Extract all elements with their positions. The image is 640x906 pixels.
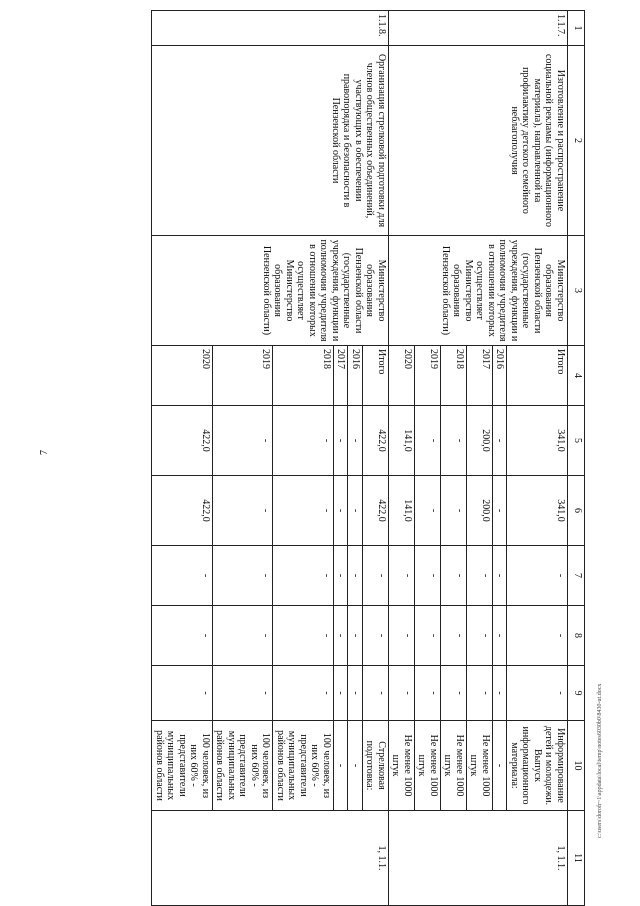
header-row (568, 11, 585, 906)
item-number: 1.1.8. (152, 11, 389, 46)
row-value-total: 200,0 (467, 406, 493, 476)
row-value-col8: - (334, 606, 349, 666)
column-header: 9 (568, 666, 585, 721)
row-value-regional: - (334, 476, 349, 546)
row-value-regional: - (213, 476, 274, 546)
row-value-regional: - (441, 476, 467, 546)
row-value-regional: 341,0 (507, 476, 568, 546)
row-value-col7: - (152, 546, 213, 606)
row-value-col8: - (493, 606, 508, 666)
row-value-col7: - (467, 546, 493, 606)
row-value-col7: - (363, 546, 389, 606)
row-result: Не менее 1000 штук (441, 721, 467, 811)
row-value-col8: - (507, 606, 568, 666)
item-name: Организация стрелковой подготовки для членов общественных объединений, участвующих в обеспечении правопорядка и безопасности в Пензенской области (152, 46, 389, 236)
column-header: 4 (568, 346, 585, 406)
row-value-col8: - (467, 606, 493, 666)
item-number: 1.1.7. (389, 11, 568, 46)
row-value-col7: - (507, 546, 568, 606)
row-result: - (348, 721, 363, 811)
row-value-total: 422,0 (152, 406, 213, 476)
row-value-col9: - (348, 666, 363, 721)
row-value-col9: - (467, 666, 493, 721)
row-result: Не менее 1000 штук (389, 721, 415, 811)
row-year: 2016 (493, 346, 508, 406)
row-value-col8: - (441, 606, 467, 666)
row-value-col9: - (213, 666, 274, 721)
row-value-total: - (213, 406, 274, 476)
column-header: 2 (568, 46, 585, 236)
table-row (507, 11, 568, 906)
row-value-col9: - (273, 666, 334, 721)
row-value-col8: - (363, 606, 389, 666)
row-result: 100 человек, из них 60% - представители муниципальных районов области (273, 721, 334, 811)
item-name: Изготовление и распространение социальной рекламы (информационного материала), направленной на профилактику детского семейного неблагополучия (389, 46, 568, 236)
program-table (152, 10, 586, 906)
row-value-col9: - (389, 666, 415, 721)
column-header: 6 (568, 476, 585, 546)
row-value-col9: - (441, 666, 467, 721)
item-executor: Министерство образования Пензенской области (государственные учреждения, функции и полномочия учредителя в отношении которых осуществляет Министерство образования Пензенской области) (152, 236, 389, 346)
row-year: 2019 (213, 346, 274, 406)
row-year: 2020 (389, 346, 415, 406)
row-value-regional: 141,0 (389, 476, 415, 546)
row-year: 2018 (441, 346, 467, 406)
row-value-col8: - (152, 606, 213, 666)
row-value-total: - (348, 406, 363, 476)
row-value-col7: - (441, 546, 467, 606)
row-value-regional: - (348, 476, 363, 546)
row-value-col7: - (389, 546, 415, 606)
row-year: 2017 (467, 346, 493, 406)
row-value-total: - (441, 406, 467, 476)
column-header: 3 (568, 236, 585, 346)
row-value-col9: - (493, 666, 508, 721)
row-value-regional: - (273, 476, 334, 546)
row-value-col7: - (348, 546, 363, 606)
column-header: 8 (568, 606, 585, 666)
row-value-total: 341,0 (507, 406, 568, 476)
row-value-col7: - (493, 546, 508, 606)
row-value-col8: - (273, 606, 334, 666)
column-header: 10 (568, 721, 585, 811)
row-result: - (493, 721, 508, 811)
row-value-regional: 200,0 (467, 476, 493, 546)
row-value-col7: - (334, 546, 349, 606)
row-value-col8: - (415, 606, 441, 666)
row-value-col7: - (213, 546, 274, 606)
row-value-total: 422,0 (363, 406, 389, 476)
row-value-col9: - (507, 666, 568, 721)
row-value-col7: - (415, 546, 441, 606)
row-year: 2017 (334, 346, 349, 406)
result-heading: Информирование детей и молодежи. Выпуск информационного материала: (507, 721, 568, 811)
row-result: Не менее 1000 штук (415, 721, 441, 811)
item-reference: 1, 1.1. (389, 811, 568, 906)
row-result: 100 человек, из них 60% - представители муниципальных районов области (152, 721, 213, 811)
row-value-col8: - (213, 606, 274, 666)
row-value-col9: - (363, 666, 389, 721)
row-value-col9: - (334, 666, 349, 721)
page-number: 7 (39, 450, 50, 455)
row-value-total: - (334, 406, 349, 476)
column-header: 7 (568, 546, 585, 606)
table-body (152, 11, 568, 906)
row-value-regional: 422,0 (152, 476, 213, 546)
row-value-col9: - (152, 666, 213, 721)
row-value-regional: - (415, 476, 441, 546)
row-value-col8: - (389, 606, 415, 666)
row-value-col7: - (273, 546, 334, 606)
row-result: 100 человек, из них 60% - представители муниципальных районов области (213, 721, 274, 811)
item-reference: 1, 1.1. (152, 811, 389, 906)
row-year: Итого (363, 346, 389, 406)
row-value-regional: - (493, 476, 508, 546)
column-header: 5 (568, 406, 585, 476)
row-year: 2019 (415, 346, 441, 406)
row-value-total: - (415, 406, 441, 476)
row-value-total: - (273, 406, 334, 476)
row-result: - (334, 721, 349, 811)
row-value-col9: - (415, 666, 441, 721)
row-value-total: - (493, 406, 508, 476)
row-year: 2020 (152, 346, 213, 406)
row-value-total: 141,0 (389, 406, 415, 476)
row-year: 2018 (273, 346, 334, 406)
column-header: 11 (568, 811, 585, 906)
row-value-regional: 422,0 (363, 476, 389, 546)
row-result: Не менее 1000 штук (467, 721, 493, 811)
row-value-col8: - (348, 606, 363, 666)
column-header: 1 (568, 11, 585, 46)
result-heading: Стрелковая подготовка: (363, 721, 389, 811)
item-executor: Министерство образования Пензенской области (государственные учреждения, функции и полномочия учредителя в отношении которых осуществляет Министерство образования Пензенской области) (389, 236, 568, 346)
row-year: 2016 (348, 346, 363, 406)
program-table-sheet (70, 10, 585, 905)
row-year: Итого (507, 346, 568, 406)
table-row (363, 11, 389, 906)
file-path-footer: c:\users\dorofr~1\appdata\local\temp\notes6030b0\8430-ut.docx (597, 683, 603, 838)
